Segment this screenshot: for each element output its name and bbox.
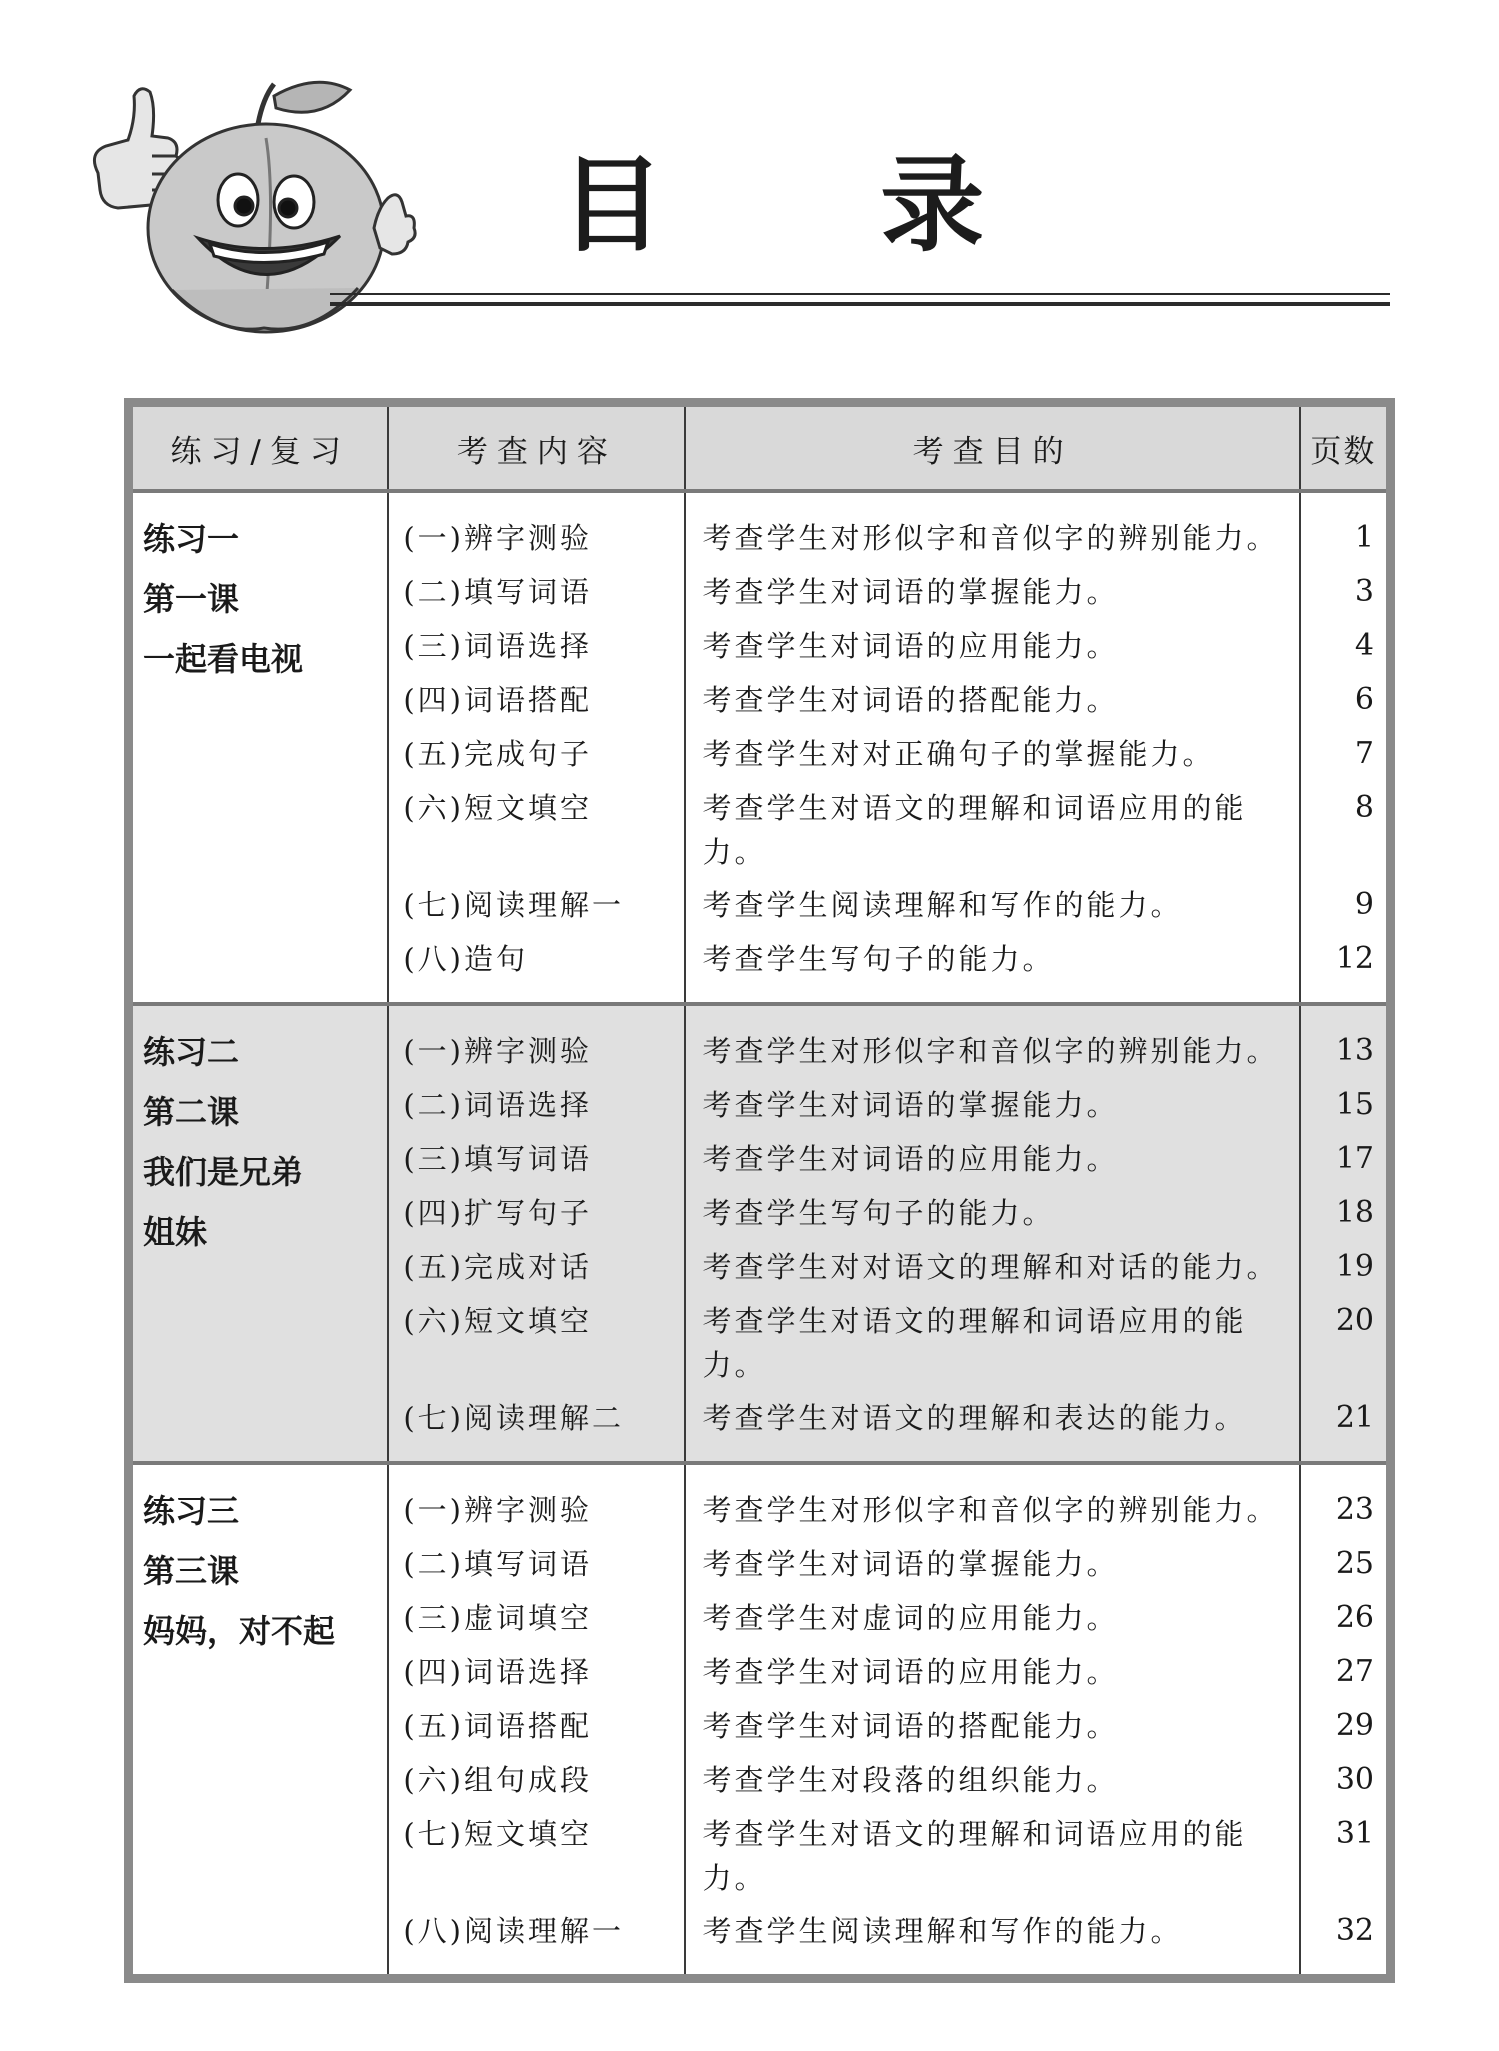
purpose-item: 考查学生对语文的理解和词语应用的能力。 <box>702 1304 1247 1382</box>
section-row <box>129 1463 1391 1979</box>
purpose-item: 考查学生对形似字和音似字的辨别能力。 <box>702 521 1279 555</box>
section-title-cell <box>129 1004 389 1463</box>
page-cell <box>1300 1463 1391 1979</box>
contents-table <box>124 398 1395 1983</box>
purpose-item: 考查学生对词语的应用能力。 <box>702 629 1119 663</box>
header-content: 考查内容 <box>388 403 685 492</box>
content-cell <box>388 491 685 1004</box>
header-exercise: 练习/复习 <box>129 403 389 492</box>
purpose-item: 考查学生阅读理解和写作的能力。 <box>702 1914 1183 1948</box>
purpose-item: 考查学生对词语的搭配能力。 <box>702 683 1119 717</box>
page-number: 25 <box>1335 1546 1374 1581</box>
content-item: (三)虚词填空 <box>403 1601 592 1635</box>
purpose-item: 考查学生对词语的掌握能力。 <box>702 1088 1119 1122</box>
content-item: (二)填写词语 <box>403 1547 592 1581</box>
purpose-item: 考查学生写句子的能力。 <box>702 942 1055 976</box>
content-item: (八)造句 <box>403 942 528 976</box>
page-cell <box>1300 1004 1391 1463</box>
purpose-item: 考查学生对词语的应用能力。 <box>702 1142 1119 1176</box>
purpose-item: 考查学生对对语文的理解和对话的能力。 <box>702 1250 1279 1284</box>
content-item: (一)辨字测验 <box>403 1034 592 1068</box>
content-cell <box>388 1463 685 1979</box>
page-number: 3 <box>1354 574 1374 609</box>
purpose-item: 考查学生对段落的组织能力。 <box>702 1763 1119 1797</box>
purpose-item: 考查学生对语文的理解和词语应用的能力。 <box>702 1817 1247 1895</box>
page-number: 23 <box>1335 1492 1374 1527</box>
header-page: 页数 <box>1300 403 1391 492</box>
purpose-item: 考查学生对语文的理解和表达的能力。 <box>702 1401 1247 1435</box>
page-number: 26 <box>1335 1600 1374 1635</box>
table-header-row <box>129 403 1391 492</box>
content-item: (三)词语选择 <box>403 629 592 663</box>
purpose-cell <box>685 1463 1299 1979</box>
page-title: 目 录 <box>560 144 1075 266</box>
section-title-line: 第三课 <box>143 1552 240 1590</box>
section-title-line: 练习二 <box>143 1033 240 1071</box>
purpose-item: 考查学生写句子的能力。 <box>702 1196 1055 1230</box>
section-title-line: 我们是兄弟 <box>143 1153 304 1191</box>
section-row <box>129 491 1391 1004</box>
purpose-item: 考查学生对词语的搭配能力。 <box>702 1709 1119 1743</box>
content-item: (二)词语选择 <box>403 1088 592 1122</box>
section-title-line: 练习一 <box>143 520 240 558</box>
page-number: 29 <box>1335 1708 1374 1743</box>
content-item: (二)填写词语 <box>403 575 592 609</box>
section-title-cell <box>129 491 389 1004</box>
content-item: (三)填写词语 <box>403 1142 592 1176</box>
page-number: 7 <box>1354 736 1374 771</box>
content-item: (一)辨字测验 <box>403 1493 592 1527</box>
content-item: (四)词语选择 <box>403 1655 592 1689</box>
content-item: (七)短文填空 <box>403 1817 592 1851</box>
section-title-line: 一起看电视 <box>143 640 304 678</box>
title-divider-thick <box>330 302 1390 306</box>
page-number: 21 <box>1335 1400 1374 1435</box>
content-item: (六)短文填空 <box>403 1304 592 1338</box>
purpose-item: 考查学生对语文的理解和词语应用的能力。 <box>702 791 1247 869</box>
section-title-line: 姐妹 <box>143 1213 208 1251</box>
purpose-item: 考查学生对词语的应用能力。 <box>702 1655 1119 1689</box>
page-cell <box>1300 491 1391 1004</box>
page-number: 13 <box>1335 1033 1374 1068</box>
content-item: (七)阅读理解二 <box>403 1401 624 1435</box>
purpose-item: 考查学生对虚词的应用能力。 <box>702 1601 1119 1635</box>
section-title-line: 妈妈，对不起 <box>143 1612 336 1650</box>
section-title-line: 第二课 <box>143 1093 240 1131</box>
content-item: (四)词语搭配 <box>403 683 592 717</box>
content-item: (五)词语搭配 <box>403 1709 592 1743</box>
content-item: (四)扩写句子 <box>403 1196 592 1230</box>
purpose-item: 考查学生对对正确句子的掌握能力。 <box>702 737 1215 771</box>
page-number: 15 <box>1335 1087 1374 1122</box>
peach-mascot-illustration <box>88 78 418 336</box>
content-item: (五)完成对话 <box>403 1250 592 1284</box>
content-item: (六)短文填空 <box>403 791 592 825</box>
page-number: 27 <box>1335 1654 1374 1689</box>
page-number: 8 <box>1354 790 1374 825</box>
page-number: 17 <box>1335 1141 1374 1176</box>
content-cell <box>388 1004 685 1463</box>
purpose-cell <box>685 1004 1299 1463</box>
section-row <box>129 1004 1391 1463</box>
purpose-item: 考查学生对形似字和音似字的辨别能力。 <box>702 1493 1279 1527</box>
page-number: 6 <box>1354 682 1374 717</box>
page-number: 12 <box>1335 941 1374 976</box>
content-item: (六)组句成段 <box>403 1763 592 1797</box>
page-number: 4 <box>1354 628 1374 663</box>
purpose-cell <box>685 491 1299 1004</box>
page-number: 19 <box>1335 1249 1374 1284</box>
page-number: 32 <box>1335 1913 1374 1948</box>
page-number: 20 <box>1335 1303 1374 1338</box>
page-number: 31 <box>1335 1816 1374 1851</box>
title-divider-thin <box>330 293 1390 295</box>
section-title-cell <box>129 1463 389 1979</box>
page-number: 9 <box>1354 887 1374 922</box>
purpose-item: 考查学生对形似字和音似字的辨别能力。 <box>702 1034 1279 1068</box>
page-number: 1 <box>1354 520 1374 555</box>
page-number: 30 <box>1335 1762 1374 1797</box>
content-item: (五)完成句子 <box>403 737 592 771</box>
content-item: (七)阅读理解一 <box>403 888 624 922</box>
section-title-line: 第一课 <box>143 580 240 618</box>
header-purpose: 考查目的 <box>685 403 1299 492</box>
page-number: 18 <box>1335 1195 1374 1230</box>
purpose-item: 考查学生阅读理解和写作的能力。 <box>702 888 1183 922</box>
section-title-line: 练习三 <box>143 1492 240 1530</box>
content-item: (一)辨字测验 <box>403 521 592 555</box>
content-item: (八)阅读理解一 <box>403 1914 624 1948</box>
purpose-item: 考查学生对词语的掌握能力。 <box>702 575 1119 609</box>
purpose-item: 考查学生对词语的掌握能力。 <box>702 1547 1119 1581</box>
